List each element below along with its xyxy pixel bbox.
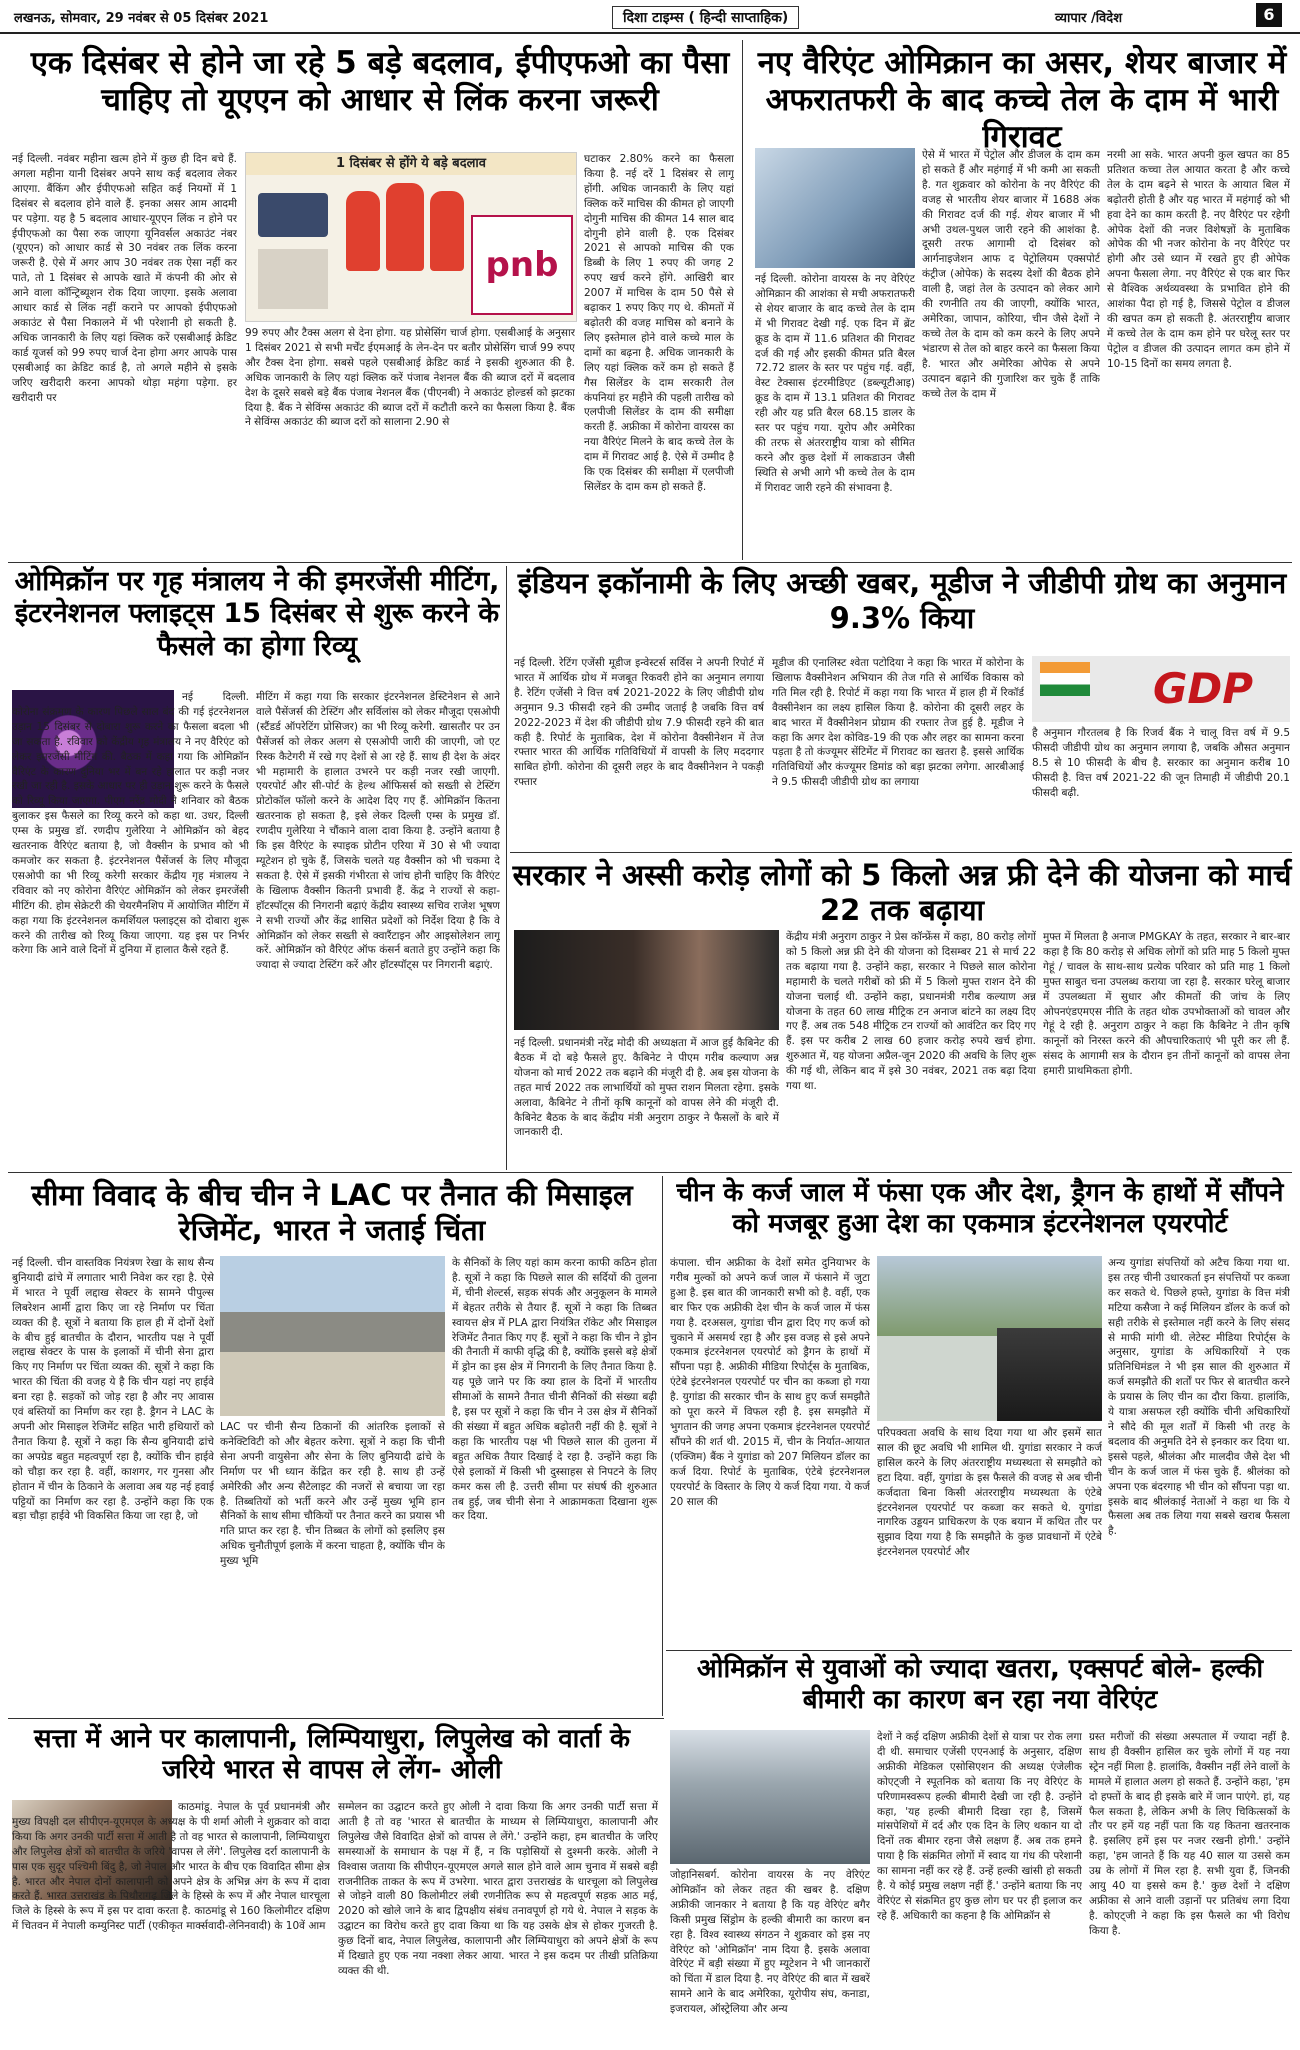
- a6-col2: के सैनिकों के लिए यहां काम करना काफी कठिन होता है. सूत्रों ने कहा कि पिछले साल की सर्दियों की तुलना में, चीनी शेल्टर्स, सड़क संपर्क और अनुकूलन के मामले में बेहतर तरीके से तैयार हैं. सूत्रों ने कहा कि तिब्बत स्वायत्त क्षेत्र में PLA द्वारा नियंत्रित रॉकेट और मिसाइल रेजिमेंट तैनात किए गए हैं. सूत्रों ने कहा कि चीन ने ड्रोन की तैनाती में काफी वृद्धि की है, क्योंकि इससे बड़े क्षेत्रों में ड्रोन का इस क्षेत्र में निगरानी के लिए तैनात किया है. यह पूछे जाने पर कि क्या हाल के दिनों में भारतीय सीमाओं के सामने तैनात चीनी सैनिकों की संख्या बढ़ी है, इस पर सूत्रों ने कहा कि चीन ने उस क्षेत्र में सैनिकों की संख्या में बहुत अधिक बढ़ोतरी नहीं की है. सूत्रों ने कहा कि भारतीय पक्ष भी पिछले साल की तुलना में बहुत अधिक तैयार दिखाई दे रहा है. उन्होंने कहा कि ऐसे इलाकों में किसी भी दुस्साहस से निपटने के लिए कमर कस ली है. उत्तरी सीमा पर संघर्ष की शुरुआत तब हुई, जब चीनी सेना ने आक्रामकता दिखाना शुरू कर दिया.: [452, 1257, 657, 1523]
- a4-col3: है अनुमान गौरतलब है कि रिजर्व बैंक ने चालू वित्त वर्ष में 9.5 फीसदी जीडीपी ग्रोथ का अनुमान लगाया है, जबकि औसत अनुमान 8.5 से 10 फीसदी के बीच है. सरकार का अनुमान करीब 10 फीसदी है. वित्त वर्ष 2021-22 की जून तिमाही में जीडीपी 20.1 फीसदी बढ़ी.: [1032, 727, 1290, 799]
- column-divider: [506, 566, 507, 1170]
- a1-col1: नई दिल्ली. नवंबर महीना खत्म होने में कुछ ही दिन बचे हैं. अगला महीना यानी दिसंबर अपने साथ कई बदलाव लेकर आएगा. बैंकिंग और ईपीएफओ सहित कई नियमों में 1 दिसंबर से बदलाव होने वाले हैं. इनका असर आम आदमी पर पड़ेगा. यह है 5 बदलाव आधार-यूएएन लिंक न होने पर ईपीएफओ का पैसा रुक जाएगा यूनिवर्सल अकाउंट नंबर (यूएएन) को आधार कार्ड से 30 नवंबर तक लिंक करना जरूरी है. ऐसे में अगर आप 30 नवंबर तक ऐसा नहीं कर पाते, तो 1 दिसंबर से आपके खाते में कंपनी की ओर से आने वाला कॉन्ट्रिब्यूशन रोक दिया जाएगा. इसके अलावा आधार कार्ड से लिंक नहीं कराने पर आपको ईपीएफओ अकाउंट से पैसा निकालने में भी परेशानी हो सकती है. अधिक जानकारी के लिए यहां क्लिक करें एसबीआई क्रेडिट कार्ड यूजर्स को 99 रुपए चार्ज देना होगा अगर आपके पास एसबीआई का क्रेडिट कार्ड है, तो अगले महीने से इसके जरिए खरीदारी करना आपको थोड़ा महंगा पड़ेगा. हर खरीदारी पर: [12, 153, 237, 404]
- a6-col1: नई दिल्ली. चीन वास्तविक नियंत्रण रेखा के साथ सैन्य बुनियादी ढांचे में लगातार भारी निवेश कर रहा है. ऐसे में भारत ने पूर्वी लद्दाख सेक्टर के सामने पीपुल्स लिबरेशन आर्मी द्वारा किए जा रहे निर्माण पर चिंता व्यक्त की है. सूत्रों ने बताया कि हाल ही में दोनों देशों के बीच हुई बातचीत के दौरान, भारतीय पक्ष ने पूर्वी लद्दाख सेक्टर के पास के इलाकों में चीनी सेना द्वारा किए गए निर्माण पर चिंता व्यक्त की. सूत्रों ने कहा कि भारत की चिंता की वजह ये है कि चीन यहां नए हाईवे बना रहा है. सड़कों को जोड़ रहा है और नए आवास एवं बस्तियों का निर्माण कर रहा है. ड्रैगन ने LAC के अपनी ओर मिसाइल रेजिमेंट सहित भारी हथियारों को तैनात किया है. सूत्रों ने कहा कि सैन्य बुनियादी ढांचे का अपग्रेड बहुत महत्वपूर्ण रहा है, क्योंकि चीन हाईवे को चौड़ा कर रहा है. वहीं, काशगर, गर गुनसा और होतान में चीन के ठिकाने के अलावा अब यह नई हवाई पट्टियों का निर्माण कर रहा है. उन्होंने कहा कि एक बड़ा चौड़ा हाईवे भी विकसित किया जा रहा है, जो: [12, 1257, 214, 1523]
- gas-cylinder-icon: [386, 183, 424, 271]
- a9-headline: ओमिक्रॉन से युवाओं को ज्यादा खतरा, एक्सपर्ट बोले- हल्की बीमारी का कारण बन रहा नया वेरिएंट: [696, 1654, 1264, 1716]
- paper-name: दिशा टाइम्स ( हिन्दी साप्ताहिक): [612, 6, 799, 29]
- a4-col2: मूडीज की एनालिस्ट श्वेता पटोदिया ने कहा कि भारत में कोरोना के खिलाफ वैक्सीनेशन अभियान की तेज गति से आर्थिक विकास को गति मिल रही है. रिपोर्ट में कहा गया कि भारत में हाल ही में रिकॉर्ड वैक्सीनेशन का लक्ष्य हासिल किया है. कोरोना की दूसरी लहर के बाद भारत में वैक्सीनेशन प्रोग्राम की रफ्तार तेज हुई है. मूडीज ने कहा कि अगर देश कोविड-19 की एक और लहर का सामना करना पड़ता है तो कंज्यूमर सेंटिमेंट में गिरावट का खतरा है. इससे आर्थिक गतिविधियों और कंज्यूमर डिमांड को बड़ा झटका लगेगा. आरबीआई ने 9.5 फीसदी जीडीपी ग्रोथ का लगाया: [772, 657, 1024, 789]
- credit-card-icon: [258, 193, 328, 237]
- aadhaar-card-icon: [258, 249, 328, 309]
- a8-headline: सत्ता में आने पर कालापानी, लिम्पियाधुरा, लिपुलेख को वार्ता के जरिये भारत से वापस ले लेंग- ओली: [34, 1724, 630, 1786]
- a6-headline: सीमा विवाद के बीच चीन ने LAC पर तैनात की मिसाइल रेजिमेंट, भारत ने जताई चिंता: [31, 1178, 633, 1247]
- gas-cylinder-icon: [430, 191, 464, 271]
- a8-col2: सम्मेलन का उद्घाटन करते हुए ओली ने दावा किया कि अगर उनकी पार्टी सत्ता में आती है तो वह 'भारत से बातचीत के माध्यम से लिम्पियाधुरा, कालापानी और लिपुलेख जैसे विवादित क्षेत्रों को वापस ले लेंगे.' उन्होंने कहा, हम बातचीत के जरिए समस्याओं के समाधान के पक्ष में हैं, न कि पड़ोसियों से दुश्मनी करके. ओली ने विश्वास जताया कि सीपीएन-यूएमएल अगले साल होने वाले आम चुनाव में सबसे बड़ी राजनीतिक ताकत के रूप में उभरेगा. भारत द्वारा उत्तराखंड के धारचूला को लिपुलेख से जोड़ने वाली 80 किलोमीटर लंबी रणनीतिक रूप से महत्वपूर्ण सड़क आठ मई, 2020 को खोले जाने के बाद द्विपक्षीय संबंध तनावपूर्ण हो गये थे. नेपाल ने सड़क के उद्घाटन का विरोध करते हुए दावा किया था कि यह उसके क्षेत्र से होकर गुजरती है. कुछ दिनों बाद, नेपाल लिपुलेख, कालापानी और लिम्पियाधुरा को अपने क्षेत्रों के रूप में दिखाते हुए एक नया नक्शा लेकर आया. भारत ने इस कदम पर तीखी प्रतिक्रिया व्यक्त की थी.: [338, 1801, 658, 1977]
- a9-col2: देशों ने कई दक्षिण अफ्रीकी देशों से यात्रा पर रोक लगा दी थी. समाचार एजेंसी एएनआई के अनुसार, दक्षिण अफ्रीकी मेडिकल एसोसिएशन की अध्यक्ष एंजेलीक कोएट्जी ने स्पूतनिक को बताया कि नए वेरिएंट के परिणामस्वरूप हल्की बीमारी देखी जा रही है. उन्होंने कहा, 'यह हल्की बीमारी दिखा रहा है, जिसमें मांसपेशियों में दर्द और एक दिन के लिए थकान या दो दिनों तक बीमार रहना जैसे लक्षण हैं. अब तक हमने पाया है कि संक्रमित लोगों में स्वाद या गंध की परेशानी का सामना नहीं कर रहे हैं. उन्हें हल्की खांसी हो सकती है. ये कोई प्रमुख लक्षण नहीं हैं.' उन्होंने बताया कि नए वेरिएंट से संक्रमित हुए कुछ लोग घर पर ही इलाज कर रहे हैं. अधिकारी का कहना है कि ओमिक्रॉन से: [877, 1731, 1082, 1922]
- a5-col2: केंद्रीय मंत्री अनुराग ठाकुर ने प्रेस कॉन्फ्रेंस में कहा, 80 करोड़ लोगों को 5 किलो अन्न फ्री देने की योजना को दिसम्बर 21 से मार्च 22 तक बढ़ाया गया है. उन्होंने कहा, सरकार ने पिछले साल कोरोना महामारी के चलते गरीबों को फ्री में 5 किलो मुफ्त राशन देने की योजना चलाई थी. उन्होंने कहा, प्रधानमंत्री गरीब कल्याण अन्न योजना के तहत 60 लाख मीट्रिक टन अनाज बांटने का लक्ष्य दिए गए हैं. अब तक 548 मीट्रिक टन राज्यों को आवंटित कर दिए गए हैं. इस पर करीब 2 लाख 60 हजार करोड़ रुपये खर्च होगा. शुरुआत में, यह योजना अप्रैल-जून 2020 की अवधि के लिए शुरू की गई थी, लेकिन बाद में इसे 30 नवंबर, 2021 तक बढ़ा दिया गया था.: [786, 931, 1036, 1093]
- a3-col2: मीटिंग में कहा गया कि सरकार इंटरनेशनल डेस्टिनेशन से आने वाले पैसेंजर्स की टेस्टिंग और सर्विलांस को लेकर मौजूदा एसओपी (स्टैंडर्ड ऑपरेटिंग प्रोसिजर) का भी रिव्यू करेगी. खासतौर पर उन पैसेंजर्स को लेकर अलग से एसओपी जारी की जाएगी, जो एट रिस्क कैटेगरी में रखे गए देशों से आ रहे हैं. साथ ही देश के अंदर भी महामारी के हालात उभरने पर कड़ी नजर रखी जाएगी. एयरपोर्ट और सी-पोर्ट के हेल्थ ऑफिसर्स को सख्ती से टेस्टिंग प्रोटोकॉल फॉलो करने के आदेश दिए गए हैं. ओमिक्रॉन कितना खतरनाक हो सकता है, इसे लेकर दिल्ली एम्स के प्रमुख डॉ. रणदीप गुलेरिया ने चौंकाने वाला दावा किया है. उन्होंने बताया है कि इस वैरिएंट के स्पाइक प्रोटीन एरिया में 30 से भी ज्यादा म्यूटेशन हो चुके हैं, जिसके चलते यह वैक्सीन को भी चकमा दे सकता है. ऐसे में इसकी गंभीरता से जांच होनी चाहिए कि वैरिएंट के खिलाफ वैक्सीन कितनी प्रभावी हैं. केंद्र ने राज्यों से कहा- हॉटस्पॉट्स की निगरानी बढ़ाएं केंद्रीय स्वास्थ्य सचिव राजेश भूषण ने सभी राज्यों और केंद्र शासित प्रदेशों को निर्देश दिया है कि वे ओमिक्रॉन को लेकर सख्ती से क्वारैंटाइन और आइसोलेशन लागू करें. ओमिक्रॉन को वैरिएंट ऑफ कंसर्न बताते हुए उन्होंने कहा कि ज्यादा से ज्यादा टेस्टिंग करें और हॉटस्पॉट्स पर निगरानी बढ़ाएं.: [256, 691, 500, 972]
- a3-col1: नई दिल्ली. कोरोना संक्रमण के कारण पिछले साल बंद की गई इंटरनेशनल उड़ान 15 दिसंबर से दोबारा शुरू करने का फैसला बदला भी जा सकता है. रविवार को केंद्रीय गृह मंत्रालय ने नए वैरिएंट को लेकर इमरजेंसी मीटिंग की. बैठक में कहा गया कि ओमिक्रॉन वैरिएंट के कारण दुनिया भर में बन रहे हालात पर कड़ी नजर रखी जा रही है. इसके आधार पर ही उड़ान शुरू करने के फैसले को रिव्यू किया जाएगा. पीएम नरेंद्र मोदी ने शनिवार को बैठक बुलाकर इस फैसले का रिव्यू करने को कहा था. उधर, दिल्ली एम्स के प्रमुख डॉ. रणदीप गुलेरिया ने ओमिक्रॉन को बेहद खतरनाक वैरिएंट बताया है, जो वैक्सीन के प्रभाव को भी कमजोर कर सकता है. इंटरनेशनल पैसेंजर्स के लिए मौजूदा एसओपी का भी रिव्यू करेगी सरकार केंद्रीय गृह मंत्रालय ने रविवार को नए कोरोना वैरिएंट ओमिक्रॉन को लेकर इमरजेंसी मीटिंग की. होम सेक्रेटरी की चेयरमैनशिप में आयोजित मीटिंग में कहा गया कि इंटरनेशनल कमर्शियल फ्लाइट्स को दोबारा शुरू करने की तारीख को रिव्यू किया जाएगा. यह इस पर निर्भर करेगा कि आने वाले दिनों में दुनिया में हालात कैसे रहते हैं.: [12, 691, 249, 957]
- a4-col1: नई दिल्ली. रेटिंग एजेंसी मूडीज इन्वेस्टर्स सर्विस ने अपनी रिपोर्ट में भारत में आर्थिक ग्रोथ में मजबूत रिकवरी होने का अनुमान लगाया है. रेटिंग एजेंसी ने वित्त वर्ष 2021-2022 के लिए जीडीपी ग्रोथ अनुमान 9.3 फीसदी रहने की उम्मीद जताई है जबकि वित्त वर्ष 2022-2023 में देश की जीडीपी ग्रोथ 7.9 फीसदी रहने की बात कही है. रिपोर्ट के मुताबिक, देश में कोरोना वैक्सीनेशन में तेज रफ्तार भारत की आर्थिक गतिविधियों में वापसी के लिए मददगार साबित होगी. कोरोना की दूसरी लहर के बाद वैक्सीनेशन ने पकड़ी रफ्तार: [514, 657, 764, 789]
- issue-date: लखनऊ, सोमवार, 29 नवंबर से 05 दिसंबर 2021: [14, 11, 269, 26]
- a4-headline: इंडियन इकॉनामी के लिए अच्छी खबर, मूडीज ने जीडीपी ग्रोथ का अनुमान 9.3% किया: [517, 566, 1287, 635]
- a9-col3: ग्रस्त मरीजों की संख्या अस्पताल में ज्यादा नहीं है. साथ ही वैक्सीन हासिल कर चुके लोगों में यह नया स्ट्रेन नहीं मिला है. हालांकि, वैक्सीन नहीं लेने वालों के मामले में हालात अलग हो सकते हैं. उन्होंने कहा, 'हम दो हफ्तों के बाद ही इसके बारे में जान पाएंगे. हां, यह फैल सकता है, लेकिन अभी के लिए चिकित्सकों के तौर पर हमें यह नहीं पता कि यह कितना खतरनाक है. इसलिए हमें इस पर नजर रखनी होगी.' उन्होंने कहा, 'हम जानते हैं कि यह 40 साल या उससे कम उम्र के लोगों में मिल रहा है. सभी युवा हैं, जिनकी आयु 40 या इससे कम है.' कुछ देशों ने दक्षिण अफ्रीका से आने वाली उड़ानों पर प्रतिबंध लगा दिया है. कोएट्जी ने कहा कि इस फैसले का भी विरोध किया है.: [1089, 1731, 1290, 1937]
- gdp-graphic: GDP: [1152, 664, 1254, 713]
- a7-caption: परिपक्वता अवधि के साथ दिया गया था और इसमें सात साल की छूट अवधि भी शामिल थी. युगांडा सरकार ने कर्ज हासिल करने के लिए अंतरराष्ट्रीय मध्यस्थता से समझौते को हटा दिया. वहीं, युगांडा के इस फैसले की वजह से अब चीनी कर्जदाता बिना किसी अंतरराष्ट्रीय मध्यस्थता के एंटेबे इंटरनेशनल एयरपोर्ट पर कब्जा कर सकते थे. युगांडा नागरिक उड्डयन प्राधिकरण के एक बयान में कथित तौर पर सुझाव दिया गया है कि समझौते के कुछ प्रावधानों में एंटेबे इंटरनेशनल एयरपोर्ट और: [877, 1427, 1102, 1559]
- section-divider: [8, 562, 1292, 563]
- airport-photo: [877, 1256, 1102, 1336]
- a2-headline: नए वैरिएंट ओमिक्रान का असर, शेयर बाजार में अफरातफरी के बाद कच्चे तेल के दाम में भारी गिरावट: [757, 45, 1287, 156]
- a9-photo-airport-crowd: [670, 1730, 870, 1864]
- masthead: [0, 0, 1300, 34]
- portrait-photo: [997, 1328, 1102, 1421]
- a1-banner: 1 दिसंबर से होंगे ये बड़े बदलाव: [246, 153, 576, 175]
- a5-headline: सरकार ने अस्सी करोड़ लोगों को 5 किलो अन्न फ्री देने की योजना को मार्च 22 तक बढ़ाया: [512, 858, 1292, 927]
- a2-col3: नरमी आ सके. भारत अपनी कुल खपत का 85 प्रतिशत कच्चा तेल आयात करता है और कच्चे तेल के दाम बढ़ने से भारत के आयात बिल में बढ़ोतरी होती है और यह भारत में महंगाई को भी हवा देने का काम करती है. नए वैरिएंट पर रहेगी ओपेक देशों की नजर विशेषज्ञों के मुताबिक ओपेक की भी नजर कोरोना के नए वैरिएंट पर होगी और उसे ध्यान में रखते हुए ही ओपेक अपना फैसला लेगा. नए वैरिएंट से एक बार फिर से वैश्विक अर्थव्यवस्था के प्रभावित होने की आशंका पैदा हो गई है, जिससे पेट्रोल व डीजल की खपत कम हो सकती है. अंतरराष्ट्रीय बाजार में कच्चे तेल के दाम कम होने पर घरेलू स्तर पर पेट्रोल व डीजल की उत्पादन लागत कम होने में 10-15 दिनों का समय लगता है.: [1107, 149, 1290, 370]
- a8-col1: काठमांडू. नेपाल के पूर्व प्रधानमंत्री और मुख्य विपक्षी दल सीपीएन-यूएमएल के अध्यक्ष के पी शर्मा ओली ने शुक्रवार को वादा किया कि अगर उनकी पार्टी सत्ता में आती है तो वह भारत से कालापानी, लिम्पियाधुरा और लिपुलेख क्षेत्रों को बातचीत के जरिये 'वापस ले लेंगे'. लिपुलेख दर्रा कालापानी के पास एक सुदूर पश्चिमी बिंदु है, जो नेपाल और भारत के बीच एक विवादित सीमा क्षेत्र है. भारत और नेपाल दोनों कालापानी को अपने क्षेत्र के अभिन्न अंग के रूप में दावा करते हैं. भारत उत्तराखंड के पिथौरागढ़ जिले के हिस्से के रूप में और नेपाल धारचूला जिले के हिस्से के रूप में इस पर दावा करता है. काठमांडू से 160 किलोमीटर दक्षिण में चितवन में नेपाली कम्युनिस्ट पार्टी (एकीकृत मार्क्सवादी-लेनिनवादी) के 10वें आम: [12, 1801, 330, 1933]
- column-divider: [662, 1176, 663, 1716]
- column-divider: [742, 40, 743, 560]
- section-name: व्यापार /विदेश: [1055, 11, 1123, 26]
- a2-photo-health-workers: [755, 148, 915, 268]
- a4-photo: [1032, 656, 1290, 722]
- section-divider: [666, 1650, 1292, 1651]
- a7-headline: चीन के कर्ज जाल में फंसा एक और देश, ड्रैगन के हाथों में सौंपने को मजबूर हुआ देश का एकमात्र इंटरनेशनल एयरपोर्ट: [676, 1178, 1284, 1240]
- india-flag-icon: [1040, 662, 1090, 696]
- a7-col1: कंपाला. चीन अफ्रीका के देशों समेत दुनियाभर के गरीब मुल्कों को अपने कर्ज जाल में फंसाने में जुटा हुआ है. इस बात की जानकारी सभी को है. वहीं, एक बार फिर एक अफ्रीकी देश चीन के कर्ज जाल में फंस गया है. दरअसल, युगांडा चीन द्वारा दिए गए कर्ज को चुकाने में असमर्थ रहा है और इस वजह से इसे अपने एकमात्र इंटरनेशनल एयरपोर्ट को ड्रैगन के हाथों में सौंपना पड़ा है. अफ्रीकी मीडिया रिपोर्ट्स के मुताबिक, एंटेबे इंटरनेशनल एयरपोर्ट पर चीन का कब्जा हो गया है. युगांडा की सरकार चीन के साथ हुए कर्ज समझौते को पूरा करने में विफल रही है. इस समझौते में भुगतान की जगह अपना एकमात्र इंटरनेशनल एयरपोर्ट सौंपने की शर्त थी. 2015 में, चीन के निर्यात-आयात (एक्जिम) बैंक ने युगांडा को 207 मिलियन डॉलर का कर्ज दिया. रिपोर्ट के मुताबिक, एंटेबे इंटरनेशनल एयरपोर्ट के विस्तार के लिए ये कर्ज दिया गया. ये कर्ज 20 साल की: [670, 1257, 870, 1508]
- a5-col3: मुफ्त में मिलता है अनाज PMGKAY के तहत, सरकार ने बार-बार कहा है कि 80 करोड़ से अधिक लोगों को प्रति माह 5 किलो मुफ्त गेहूं / चावल के साथ-साथ प्रत्येक परिवार को प्रति माह 1 किलो मुफ्त साबुत चना उपलब्ध कराया जा रहा है. सरकार घरेलू बाजार में उपलब्धता में सुधार और कीमतों की जांच के लिए ओपनएंडएमएस नीति के तहत थोक उपभोक्ताओं को चावल और गेहूं दे रही है. अनुराग ठाकुर ने कहा कि कैबिनेट ने तीन कृषि कानूनों को निरस्त करने की औपचारिकताएं भी पूरी कर ली हैं. संसद के आगामी सत्र के दौरान इन तीनों कानूनों को वापस लेना हमारी प्राथमिकता होगी.: [1043, 931, 1290, 1078]
- a1-headline: एक दिसंबर से होने जा रहे 5 बड़े बदलाव, ईपीएफओ का पैसा चाहिए तो यूएएन को आधार से लिंक करना जरूरी: [30, 45, 730, 119]
- a5-photo-minister: [514, 930, 779, 1030]
- a3-headline: ओमिक्रॉन पर गृह मंत्रालय ने की इमरजेंसी मीटिंग, इंटरनेशनल फ्लाइट्स 15 दिसंबर से शुरू करने के फैसले का होगा रिव्यू: [14, 566, 500, 662]
- section-divider: [8, 1718, 664, 1719]
- a9-col1: जोहानिसबर्ग. कोरोना वायरस के नए वेरिएंट ओमिक्रॉन को लेकर तहत की खबर है. दक्षिण अफ्रीकी जानकार ने बताया है कि यह वेरिएंट बगैर किसी प्रमुख सिंड्रोम के हल्की बीमारी का कारण बन रहा है. विश्व स्वास्थ्य संगठन ने शुक्रवार को इस नए वेरिएंट को 'ओमिक्रॉन' नाम दिया है. इसके अलावा वेरिएंट में बड़ी संख्या में हुए म्यूटेशन ने भी जानकारों को चिंता में डाल दिया है. नए वेरिएंट की बात में खबरें सामने आने के बाद अमेरिका, यूरोपीय संघ, कनाडा, इजरायल, ऑस्ट्रेलिया और अन्य: [670, 1869, 870, 2016]
- section-divider: [8, 1172, 1292, 1173]
- a7-col2: अन्य युगांडा संपत्तियों को अटैच किया गया था. इस तरह चीनी उधारकर्ता इन संपत्तियों पर कब्जा कर सकते थे. पिछले हफ्ते, युगांडा के वित्त मंत्री मटिया कसैजा ने कई मिलियन डॉलर के कर्ज को सही तरीके से इस्तेमाल नहीं करने के लिए संसद से माफी मांगी थी. लेटेस्ट मीडिया रिपोर्ट्स के अनुसार, युगांडा के अधिकारियों ने एक प्रतिनिधिमंडल ने भी इस साल की शुरुआत में कर्ज समझौते की शर्तों पर फिर से बातचीत करने के प्रयास के लिए चीन का दौरा किया. हालांकि, ये यात्रा असफल रही क्योंकि चीनी अधिकारियों ने सौदे की मूल शर्तों में किसी भी तरह के बदलाव की अनुमति देने से इनकार कर दिया था. इससे पहले, श्रीलंका और मालदीव जैसे देश भी चीन के कर्ज जाल में फंस चुके हैं. श्रीलंका को अपना एक बंदरगाह भी चीन को सौंपना पड़ा था. इसके बाद श्रीलंकाई नेताओं ने कहा था कि ये फैसला अब तक लिया गया सबसे खराब फैसला है.: [1108, 1257, 1290, 1538]
- a6-photo-camp: [220, 1256, 445, 1416]
- section-divider: [510, 852, 1292, 853]
- gas-cylinder-icon: [346, 191, 380, 271]
- a1-photo: [245, 152, 577, 322]
- a6-caption: LAC पर चीनी सैन्य ठिकानों की आंतरिक इलाकों से कनेक्टिविटी को और बेहतर करेगा. सूत्रों ने कहा कि चीनी सेना अपनी वायुसेना और सेना के लिए बुनियादी ढांचे के निर्माण पर भी ध्यान केंद्रित कर रही है. साथ ही उन्हें अमेरिकी और अन्य सैटेलाइट की नजरों से बचाया जा रहा है. तिब्बतियों को भर्ती करने और उन्हें मुख्य भूमि हान सैनिकों के साथ सीमा चौकियों पर तैनात करने का प्रयास भी गति प्राप्त कर रहा है. चीन तिब्बत के लोगों को इसलिए इस अधिक चुनौतीपूर्ण इलाके में करना चाहता है, क्योंकि चीन के मुख्य भूमि: [220, 1421, 445, 1568]
- page-number: 6: [1256, 3, 1282, 27]
- a2-col1: नई दिल्ली. कोरोना वायरस के नए वेरिएंट ओमिक्रान की आशंका से मची अफरातफरी से शेयर बाजार के बाद कच्चे तेल के दाम में भी गिरावट देखी गई. एक दिन में ब्रेंट क्रूड के दाम में 11.6 प्रतिशत की गिरावट दर्ज की गई और इसकी कीमत प्रति बैरल 72.72 डालर के स्तर पर पहुंच गई. वहीं, वेस्ट टेक्सास इंटरमीडिएट (डब्ल्यूटीआइ) क्रूड के दाम में 13.1 प्रतिशत की गिरावट रही और यह प्रति बैरल 68.15 डालर के स्तर पर पहुंच गया. यूरोप और अमेरिका की तरफ से अंतरराष्ट्रीय यात्रा को सीमित करने और कुछ देशों में लाकडाउन जैसी स्थिति से अभी आगे भी कच्चे तेल के दाम में गिरावट जारी रहने की संभावना है.: [755, 273, 915, 494]
- a1-col2: 99 रुपए और टैक्स अलग से देना होगा. यह प्रोसेसिंग चार्ज होगा. एसबीआई के अनुसार 1 दिसंबर 2021 से सभी मर्चेंट ईएमआई के लेन-देन पर बतौर प्रोसेसिंग चार्ज 99 रुपए और टैक्स देना होगा. सबसे पहले एसबीआई क्रेडिट कार्ड ने इसकी शुरुआत की है. अधिक जानकारी के लिए यहां क्लिक करें पंजाब नेशनल बैंक की ब्याज दरों में बदलाव देश के दूसरे सबसे बड़े बैंक पंजाब नेशनल बैंक (पीएनबी) ने अकाउंट होल्डर्स को झटका दिया है. बैंक ने सेविंग्स अकाउंट की ब्याज दरों में कटौती करने का फैसला किया है. बैंक ने सेविंग्स अकाउंट की ब्याज दरों को सालाना 2.90 से: [245, 327, 575, 429]
- pnb-logo: pnb: [471, 215, 573, 315]
- a2-col2: ऐसे में भारत में पेट्रोल और डीजल के दाम कम हो सकते हैं और महंगाई में भी कमी आ सकती है. गत शुक्रवार को कोरोना के नए वैरिएंट की वजह से भारतीय शेयर बाजार में 1688 अंक की गिरावट दर्ज की गई. शेयर बाजार में भी अभी उथल-पुथल जारी रहने की आशंका है. दूसरी तरफ आगामी दो दिसंबर को आर्गनाइजेशन आफ द पेट्रोलियम एक्सपोर्ट कंट्रीज (ओपेक) के सदस्य देशों की बैठक होने वाली है, जहां तेल के उत्पादन को लेकर आगे की रणनीति तय की जाएगी, क्योंकि भारत, अमेरिका, जापान, कोरिया, चीन जैसे देशों ने कच्चे तेल के दाम को कम करने के लिए अपने भंडारण से तेल को बाहर करने का फैसला किया है. भारत और अमेरिका ओपेक से अपने उत्पादन बढ़ाने की गुजारिश कर चुके हैं ताकि कच्चे तेल के दाम में: [922, 149, 1100, 400]
- a7-photo: [877, 1256, 1102, 1421]
- a5-col1: नई दिल्ली. प्रधानमंत्री नरेंद्र मोदी की अध्यक्षता में आज हुई कैबिनेट की बैठक में दो बड़े फैसले हुए. कैबिनेट ने पीएम गरीब कल्याण अन्न योजना को मार्च 2022 तक बढ़ाने की मंजूरी दी है. अब इस योजना के तहत मार्च 2022 तक लाभार्थियों को मुफ्त राशन मिलता रहेगा. इसके अलावा, कैबिनेट ने तीनों कृषि कानूनों को वापस लेने की मंजूरी दी. कैबिनेट बैठक के बाद केंद्रीय मंत्री अनुराग ठाकुर ने फैसलों के बारे में जानकारी दी.: [514, 1037, 779, 1139]
- a1-col3: घटाकर 2.80% करने का फैसला किया है. नई दरें 1 दिसंबर से लागू होंगी. अधिक जानकारी के लिए यहां क्लिक करें माचिस की कीमत हो जाएगी दोगुनी माचिस की कीमत 14 साल बाद दोगुनी होने वाली है. एक दिसंबर 2021 से आपको माचिस की एक डिब्बी के लिए 1 रुपए की जगह 2 रुपए खर्च करने होंगे. आखिरी बार 2007 में माचिस के दाम 50 पैसे से बढ़ाकर 1 रुपए किए गए थे. कीमतों में बढ़ोतरी की वजह माचिस को बनाने के लिए इस्तेमाल होने वाले कच्चे माल के दामों का बढ़ना है. अधिक जानकारी के लिए यहां क्लिक करें कम हो सकते हैं गैस सिलेंडर के दाम सरकारी तेल कंपनियां हर महीने की पहली तारीख को एलपीजी सिलेंडर के दाम की समीक्षा करती हैं. अफ्रीका में कोरोना वायरस का नया वैरिएंट मिलने के बाद कच्चे तेल के दाम में गिरावट आई है. ऐसे में उम्मीद है कि एक दिसंबर की समीक्षा में एलपीजी सिलेंडर के दाम कम हो सकते हैं.: [584, 153, 734, 493]
